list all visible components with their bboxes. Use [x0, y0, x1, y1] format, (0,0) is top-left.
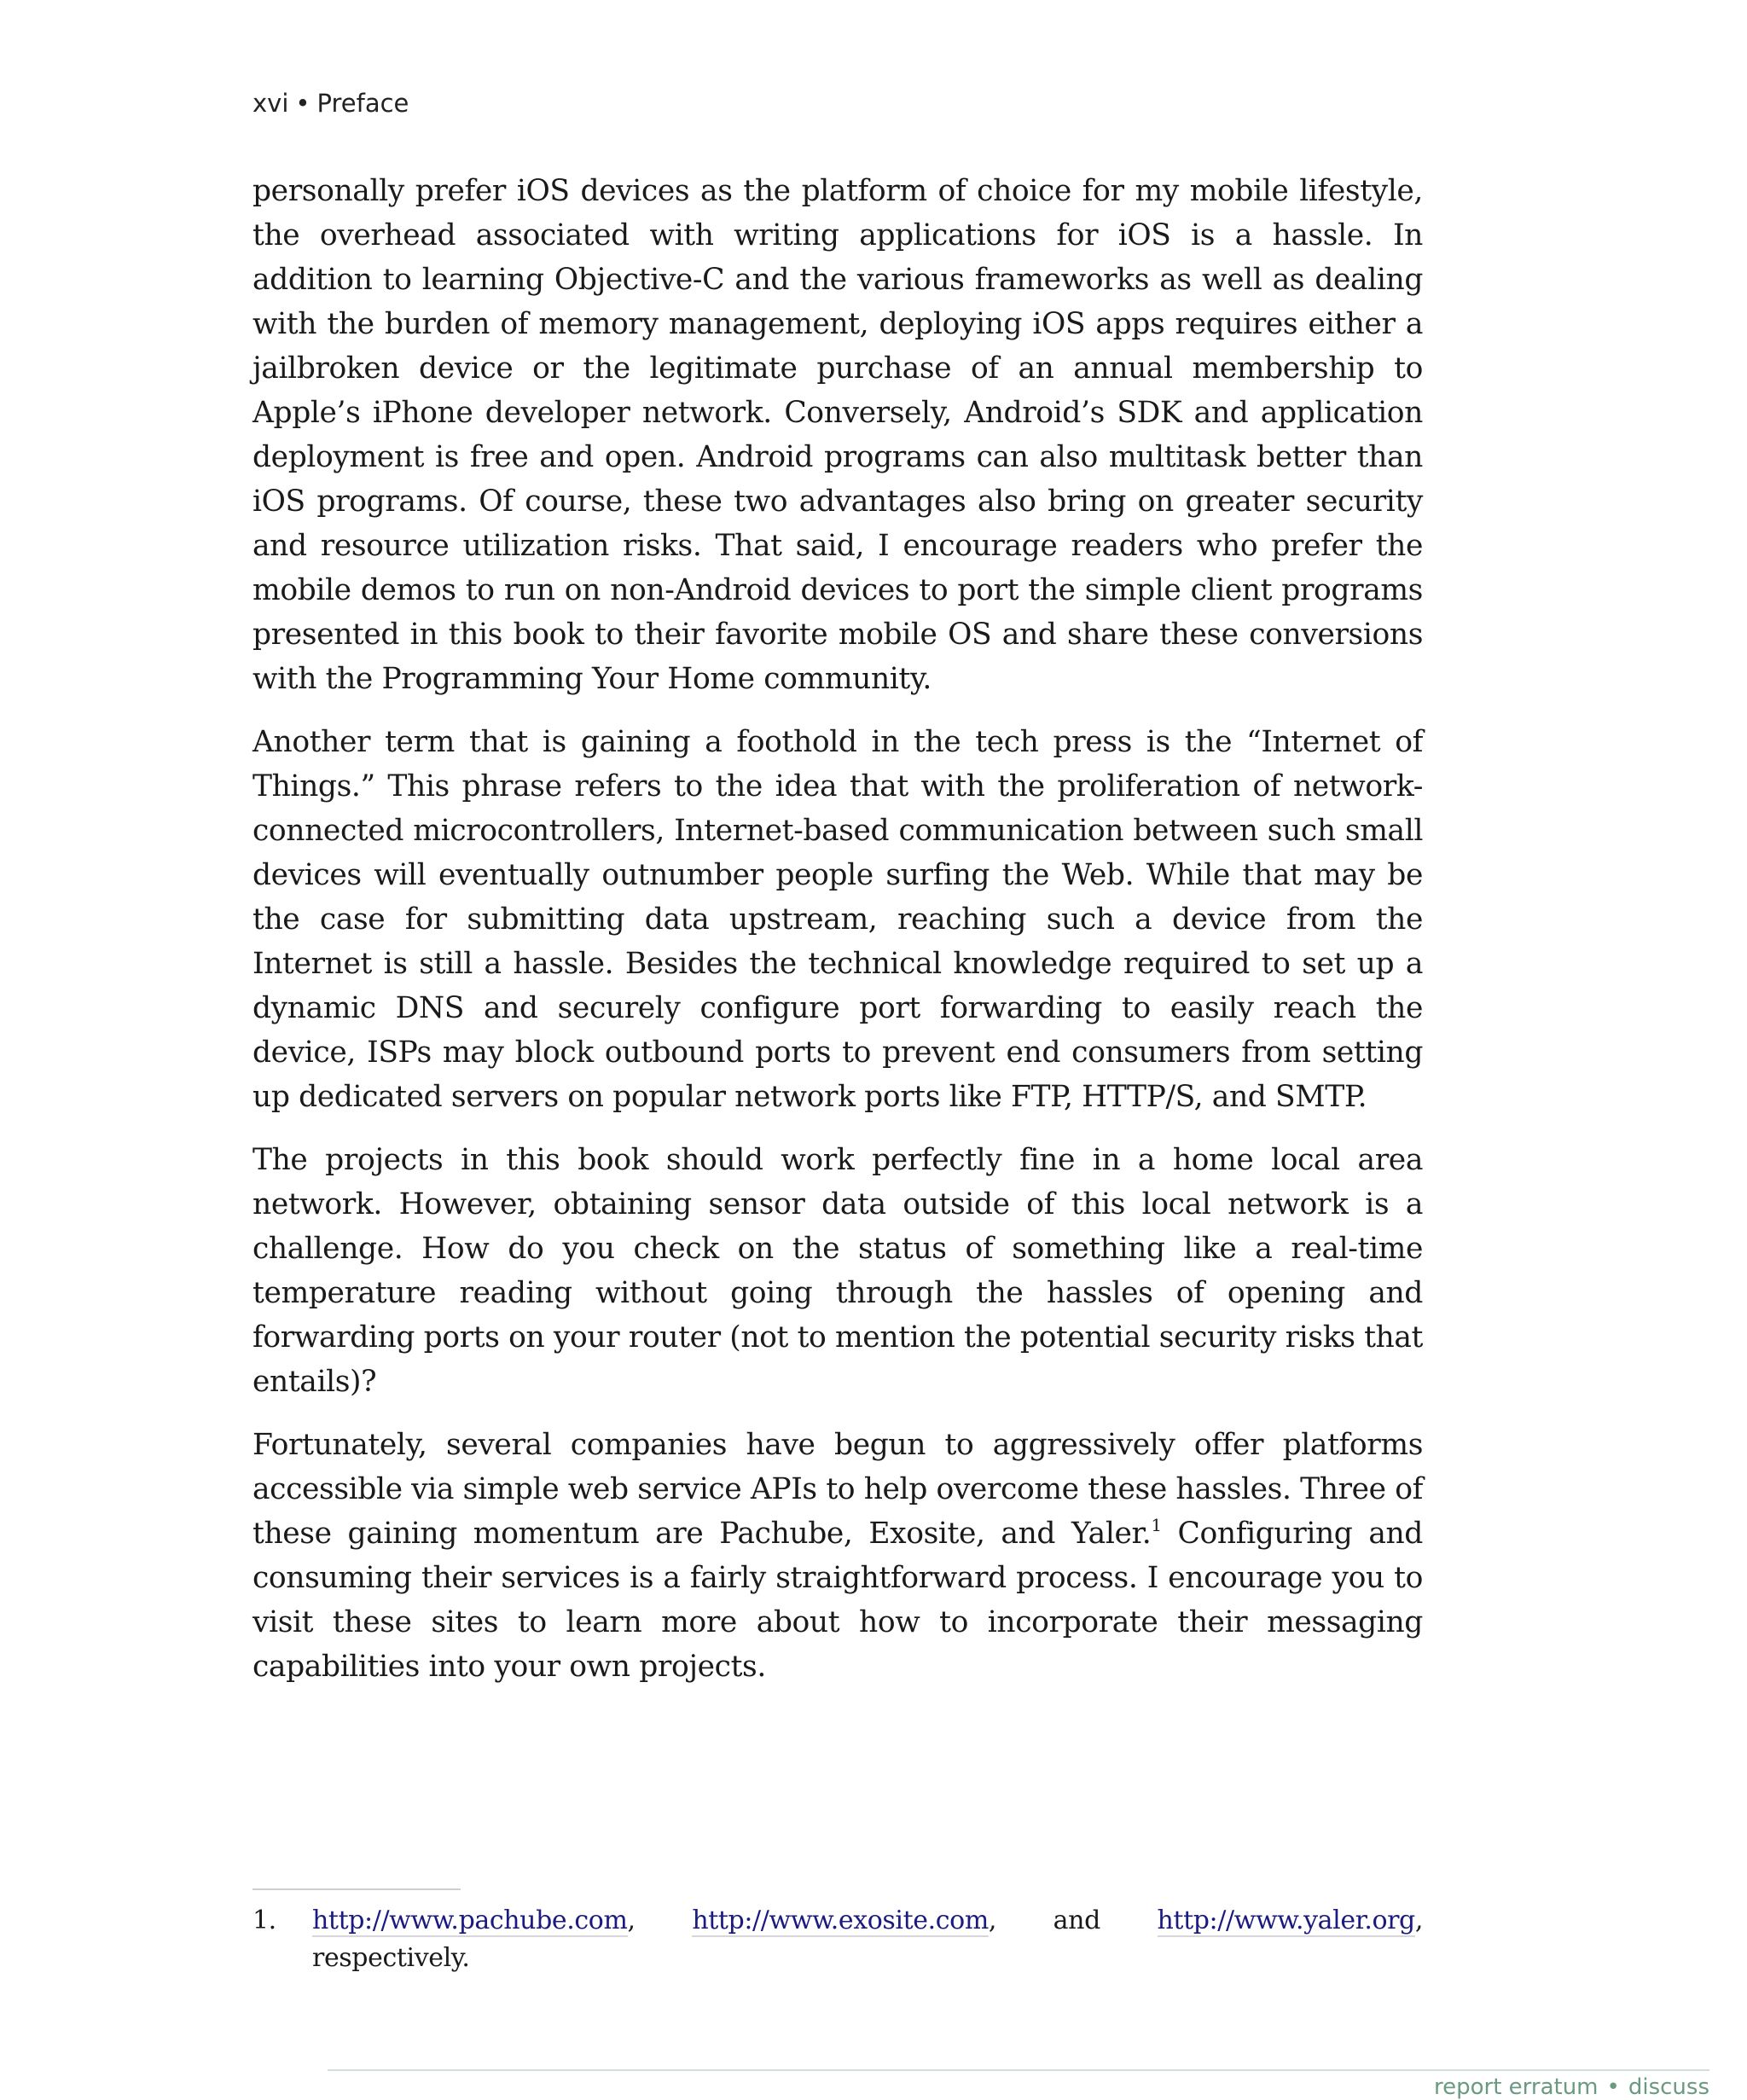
- pachube-link[interactable]: http://www.pachube.com: [312, 1906, 628, 1935]
- bottom-links-separator: •: [1606, 2074, 1620, 2100]
- paragraph-4-text-end: Configuring and consuming their services is a fairly straightforward process. I encourage you to visit these sites to learn more about how to incorporate their messaging capabilities into your own projects.: [252, 1517, 1423, 1684]
- paragraph-4-text-start: Fortunately, several companies have begun to aggressively offer platforms accessible via simple web service APIs to help overcome these hassles. Three of these gaining momentum are Pachube, Exosite, and Yaler.: [252, 1428, 1423, 1551]
- paragraph-4: [252, 1423, 1423, 1689]
- yaler-link[interactable]: http://www.yaler.org: [1157, 1906, 1415, 1935]
- paragraph-1: personally prefer iOS devices as the platform of choice for my mobile lifestyle, the overhead associated with writing applications for iOS is a hassle. In addition to learning Objective-C and the various frameworks as well as dealing with the burden of memory management, deploying iOS apps requires either a jailbroken device or the legitimate purchase of an annual membership to Apple’s iPhone developer network. Conversely, Android’s SDK and application deployment is free and open. Android programs can also multitask better than iOS programs. Of course, these two advantages also bring on greater security and resource utilization risks. That said, I encourage readers who prefer the mobile demos to run on non-Android devices to port the simple client programs presented in this book to their favorite mobile OS and share these conversions with the Programming Your Home community.: [252, 174, 1423, 696]
- bottom-divider: [328, 2069, 1709, 2071]
- running-head: [252, 89, 409, 118]
- running-head-separator: •: [295, 89, 311, 118]
- footnote-text: [312, 1902, 1423, 1977]
- footnote: [252, 1902, 1423, 1977]
- footnote-tail: , respectively.: [312, 1906, 1423, 1973]
- discuss-link[interactable]: discuss: [1628, 2074, 1709, 2100]
- body-text: [252, 169, 1423, 1708]
- footnote-separator-2: , and: [988, 1906, 1158, 1935]
- page-number: xvi: [252, 89, 289, 118]
- section-title: Preface: [316, 89, 409, 118]
- paragraph-3: The projects in this book should work perfectly fine in a home local area network. However, obtaining sensor data outside of this local network is a challenge. How do you check on the status of something like a real-time temperature reading without going through the hassles of opening and forwarding ports on your router (not to mention the potential security risks that entails)?: [252, 1143, 1423, 1399]
- footnote-number: 1.: [252, 1906, 276, 1935]
- footnote-marker[interactable]: 1: [1151, 1515, 1162, 1535]
- exosite-link[interactable]: http://www.exosite.com: [692, 1906, 989, 1935]
- report-erratum-link[interactable]: report erratum: [1433, 2074, 1599, 2100]
- footnote-divider: [252, 1888, 461, 1890]
- paragraph-2: Another term that is gaining a foothold in the tech press is the “Internet of Things.” This phrase refers to the idea that with the proliferation of network-connected microcontrollers, Internet-based communication between such small devices will eventually outnumber people surfing the Web. While that may be the case for submitting data upstream, reaching such a device from the Internet is still a hassle. Besides the technical knowledge required to set up a dynamic DNS and securely configure port forwarding to easily reach the device, ISPs may block outbound ports to prevent end consumers from setting up dedicated servers on popular network ports like FTP, HTTP/S, and SMTP.: [252, 725, 1423, 1114]
- footnote-separator-1: ,: [627, 1906, 693, 1935]
